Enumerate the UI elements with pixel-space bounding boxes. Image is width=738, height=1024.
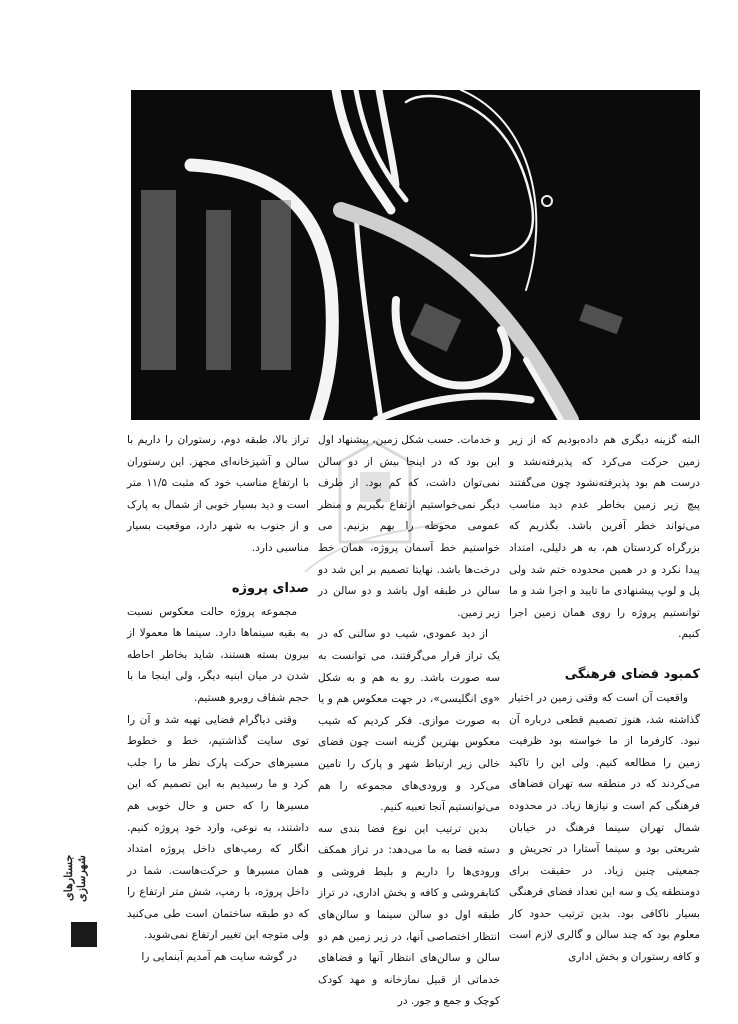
paragraph: مجموعه پروژه حالت معکوس نسبت به بقیه سینماها دارد. سینما ها معمولا از بیرون بسته هستند، شاید بخاطر احاطه شدن در میان ابنیه دیگر، ولی اینجا ما با حجم شفاف روبرو هستیم. [127, 605, 309, 704]
column-middle [318, 430, 500, 1013]
column-left [127, 430, 309, 969]
paragraph: بدین ترتیب این نوع فضا بندی سه دسته فضا به ما می‌دهد: در تراز همکف ورودی‌ها را داریم و بلیط فروشی و کتابفروشی و کافه و بخش اداری، در تراز طبقه اول دو سالن سینما و سالن‌های انتظار اختصاصی آنها، در زیر زمین هم دو سالن و سالن‌های انتظار آنها و فضاهای خدماتی از قبیل نمازخانه و مهد کودک کوچک و جمع و جور. در [318, 822, 500, 1008]
paragraph: تراز بالا، طبقه دوم، رستوران را داریم با سالن و آشپزخانه‌ای مجهز. این رستوران با ارتفاع مناسب خود که مثبت ۱۱/۵ متر است و دید بسیار خوبی از شمال به پارک و از جنوب به شهر دارد، موقعیت بسیار مناسبی دارد. [127, 434, 309, 554]
aerial-photo-highway-interchange [131, 90, 700, 420]
paragraph: در گوشه سایت هم آمدیم آبنمایی را [141, 951, 297, 964]
section-heading-cultural-space: کمبود فضای فرهنگی [564, 666, 700, 682]
paragraph: البته گزینه دیگری هم داده‌بودیم که از زیر زمین حرکت می‌کرد که پذیرفته‌نشد و درست هم بود پذیرفته‌نشود چون می‌گفتند پیچ زیر زمین بخاطر عدم دید مناسب می‌تواند خطر آفرین باشد. بگذریم که بزرگراه کردستان هم، به هر دلیلی، امتداد پیدا نکرد و در همین محدوده ختم شد ولی پل و لوپ پیشنهادی ما تایید و اجرا شد و ما توانستیم پروژه را روی همان زمین اجرا کنیم. [509, 434, 700, 641]
paragraph: واقعیت آن است که وقتی زمین در اختیار گذاشته شد، هنوز تصمیم قطعی درباره آن نبود. کارفرما از ما خواسته بود ظرفیت زمین را مطالعه کنیم. ولی این را تاکید می‌کردند که در منطقه سه تهران فضاهای فرهنگی کم است و نیازها زیاد. در محدوده شمال تهران سینما فرهنگ در خیابان شریعتی بود و سینما آستارا در تجریش و جمعیتی چنین زیاد. در حقیقت برای دومنطقه یک و سه این تعداد فضای فرهنگی بسیار ناکافی بود. بدین ترتیب حدود کار معلوم بود که چند سالن و گالری لازم است و کافه رستوران و بخش اداری [509, 691, 700, 964]
interchange-illustration [131, 90, 700, 420]
column-right [509, 430, 700, 969]
paragraph: وقتی دیاگرام فضایی تهیه شد و آن را توی سایت گذاشتیم، خط و خطوط مسیرهای حرکت پارک نظر ما را جلب کرد و ما رسیدیم به این تصمیم که این مسیرها را که حس و حال خوبی هم داشتند، به نوعی، وارد خود پروژه کنیم. انگار که رمپ‌های داخل پروژه امتداد همان مسیرها و حرکت‌هاست. شما در داخل پروژه، با رمپ، شش متر ارتفاع را که دو طبقه ساختمان است طی می‌کنید ولی متوجه این تغییر ارتفاع نمی‌شوید. [127, 713, 309, 942]
paragraph: از دید عمودی، شیب دو سالنی که در یک تراز قرار می‌گرفتند، می توانست به سه صورت باشد. رو به هم و به شکل «وی انگلیسی»، در جهت معکوس هم و یا به صورت موازی. فکر کردیم که شیب معکوس بهترین گزینه است چون فضای خالی زیر ارتباط شهر و پارک را تامین می‌کرد و ورودی‌های مجموعه را هم می‌توانستیم آنجا تعبیه کنیم. [318, 628, 500, 814]
masthead-block-mark [71, 922, 97, 947]
paragraph: و خدمات. حسب شکل زمین، پیشنهاد اول این بود که در اینجا بیش از دو سالن نمی‌توان داشت، که کم بود. از طرف دیگر نمی‌خواستیم ارتفاع بگیریم و منظر عمومی محوطه را بهم بزنیم. می خواستیم خط آسمان پروژه، همان خط درخت‌ها باشد. نهایتا تصمیم بر این شد دو سالن در طبقه اول باشد و دو سالن در زیر زمین. [318, 434, 500, 619]
section-heading-project-voice: صدای پروژه [231, 580, 309, 596]
magazine-masthead-logo: جستارهای شهرسازی [62, 855, 88, 902]
